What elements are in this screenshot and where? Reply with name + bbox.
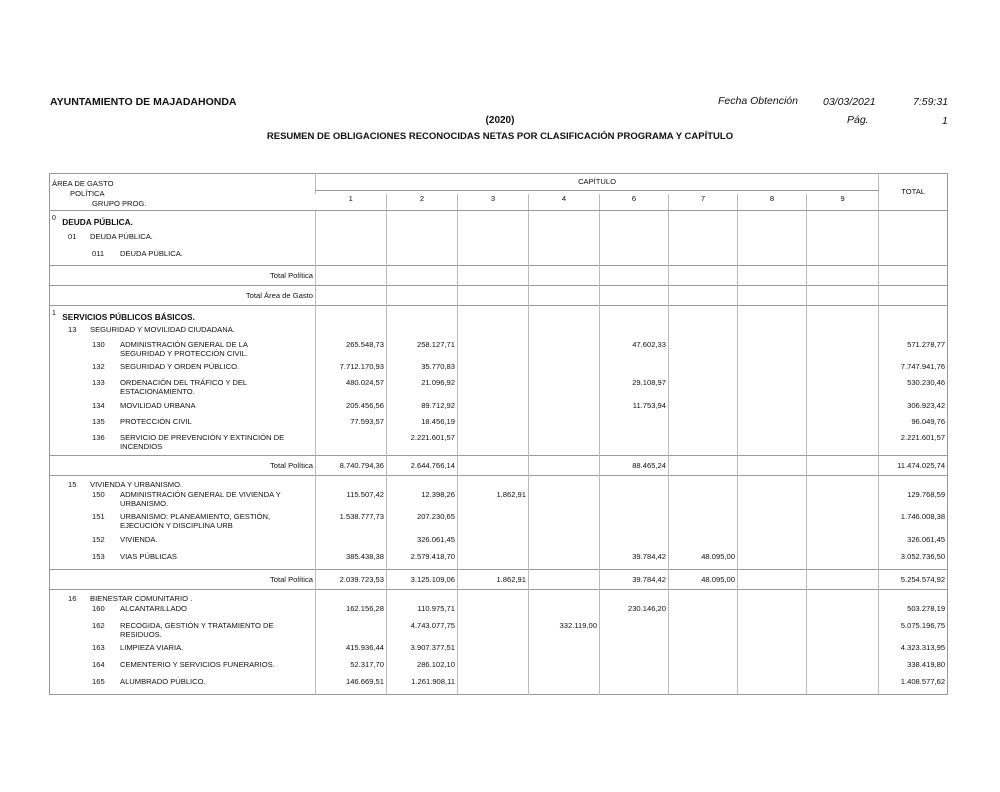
cap-header-9: 9 [807,194,879,210]
cell-total: 3.052.736,50 [879,552,948,569]
total-politica-row [50,265,948,285]
politica-code: 15 [68,479,77,489]
grupo-row [50,643,948,660]
grupo-name: ADMINISTRACIÓN GENERAL DE LA SEGURIDAD Y PROTECCIÓN CIVIL. [120,340,248,358]
cell-total: 338.419,80 [879,660,948,677]
grupo-code: 150 [92,490,105,499]
grupo-row [50,362,948,378]
grupo-row [50,433,948,455]
politica-code: 01 [68,232,77,241]
cell-c1: 480.024,57 [316,378,387,401]
grupo-code: 136 [92,433,105,442]
cell-c2: 12.398,26 [387,490,458,512]
grupo-name: SEGURIDAD Y ORDEN PÚBLICO. [120,362,240,371]
header-capitulo: CAPÍTULO [316,174,879,191]
cell-total: 2.221.601,57 [879,433,948,455]
grupo-row [50,401,948,417]
total-politica-label: Total Política [50,265,316,285]
grupo-name: CEMENTERIO Y SERVICIOS FUNERARIOS. [120,660,275,669]
cell-c1: 115.507,42 [316,490,387,512]
grupo-code: 130 [92,340,105,349]
politica-row [50,325,948,340]
cell-c2: 2.644.766,14 [387,455,458,475]
grupo-code: 164 [92,660,105,669]
grupo-row [50,552,948,569]
cell-c3: 1.862,91 [458,569,529,589]
cell-c4: 332.119,00 [529,621,600,643]
grupo-name: MOVILIDAD URBANA [120,401,196,410]
cell-c1: 52.317,70 [316,660,387,677]
header-total: TOTAL [879,174,948,211]
grupo-code: 135 [92,417,105,426]
total-politica-row [50,455,948,475]
cap-header-3: 3 [458,194,529,210]
grupo-code: 162 [92,621,105,630]
total-politica-row [50,569,948,589]
politica-name: DEUDA PÚBLICA. [90,232,153,241]
cell-total: 571.278,77 [879,340,948,362]
total-politica-label: Total Política [50,569,316,589]
grupo-row [50,249,948,265]
cell-total: 503.278,19 [879,604,948,621]
cell-total: 5.254.574,92 [879,569,948,589]
grupo-row [50,621,948,643]
report-year: (2020) [485,115,515,126]
cell-c6: 11.753,94 [600,401,669,417]
cell-total: 306.923,42 [879,401,948,417]
grupo-name: VIVIENDA. [120,535,158,544]
politica-name: SEGURIDAD Y MOVILIDAD CIUDADANA. [90,325,235,334]
grupo-row [50,340,948,362]
cell-c1: 77.593,57 [316,417,387,433]
grupo-row [50,660,948,677]
cell-c1: 205.456,56 [316,401,387,417]
total-area-label: Total Área de Gasto [50,285,316,305]
grupo-name: ADMINISTRACIÓN GENERAL DE VIVIENDA Y URBANISMO. [120,490,281,508]
cell-c2: 3.125.109,06 [387,569,458,589]
total-politica-label: Total Política [50,455,316,475]
grupo-code: 160 [92,604,105,613]
cell-c1: 1.538.777,73 [316,512,387,535]
politica-code: 13 [68,325,77,334]
cell-c6: 88.465,24 [600,455,669,475]
cell-c2: 4.743.077,75 [387,621,458,643]
cell-c2: 110.975,71 [387,604,458,621]
grupo-row [50,378,948,401]
report-table [49,173,948,695]
grupo-code: 011 [92,249,105,258]
fecha-label: Fecha Obtención [718,95,798,107]
cell-total: 530.230,46 [879,378,948,401]
cell-c2: 2.221.601,57 [387,433,458,455]
area-code: 0 [52,214,56,222]
cap-header-6: 6 [600,194,669,210]
grupo-row [50,535,948,552]
grupo-name: VIAS PÚBLICAS [120,552,177,561]
grupo-name: DEUDA PÚBLICA. [120,249,183,258]
grupo-name: URBANISMO: PLANEAMIENTO, GESTIÓN, EJECUCIÓN Y DISCIPLINA URB [120,512,271,530]
cell-c2: 207.230,65 [387,512,458,535]
grupo-code: 134 [92,401,105,410]
grupo-name: LIMPIEZA VIARIA. [120,643,184,652]
politica-code: 16 [68,593,77,603]
cell-c6: 39.784,42 [600,552,669,569]
grupo-name: RECOGIDA, GESTIÓN Y TRATAMIENTO DE RESIDUOS. [120,621,274,639]
area-row [50,210,948,232]
cell-c6: 47.602,33 [600,340,669,362]
cell-c2: 35.770,83 [387,362,458,378]
cap-header-8: 8 [738,194,807,210]
cell-c1: 162.156,28 [316,604,387,621]
org-title: AYUNTAMIENTO DE MAJADAHONDA [50,96,237,108]
total-area-row [50,285,948,305]
grupo-name: SERVICIO DE PREVENCIÓN Y EXTINCIÓN DE INCENDIOS [120,433,285,451]
cell-c2: 286.102,10 [387,660,458,677]
grupo-row [50,417,948,433]
grupo-code: 133 [92,378,105,387]
cell-c1: 7.712.170,93 [316,362,387,378]
politica-row [50,475,948,490]
grupo-code: 132 [92,362,105,371]
area-name: DEUDA PÚBLICA. [62,216,133,227]
politica-row [50,589,948,604]
cell-total: 1.746.008,38 [879,512,948,535]
cell-c3: 1.862,91 [458,490,529,512]
cell-c2: 2.579.418,70 [387,552,458,569]
pag-label: Pág. [847,114,869,126]
cell-total: 11.474.025,74 [879,455,948,475]
cell-c2: 258.127,71 [387,340,458,362]
cap-header-7: 7 [669,194,738,210]
grupo-name: PROTECCIÓN CIVIL [120,417,192,426]
header-politica: POLÍTICA [70,189,105,198]
cell-c2: 1.261.908,11 [387,677,458,694]
header-area: ÁREA DE GASTO [52,179,114,188]
cell-c2: 89.712,92 [387,401,458,417]
cell-c6: 39.784,42 [600,569,669,589]
politica-row [50,232,948,249]
cell-c1: 146.669,51 [316,677,387,694]
cell-c1: 8.740.794,36 [316,455,387,475]
cell-total: 5.075.196,75 [879,621,948,643]
cell-c6: 230.146,20 [600,604,669,621]
header-row-1 [50,174,948,191]
cell-total: 326.061,45 [879,535,948,552]
cell-total: 4.323.313,95 [879,643,948,660]
cell-c1: 2.039.723,53 [316,569,387,589]
cell-c2: 18.456,19 [387,417,458,433]
area-name: SERVICIOS PÚBLICOS BÁSICOS. [62,311,195,322]
grupo-row [50,490,948,512]
cell-total: 7.747.941,76 [879,362,948,378]
grupo-row [50,512,948,535]
cell-c7: 48.095,00 [669,569,738,589]
grupo-name: ALUMBRADO PÚBLICO. [120,677,206,686]
cell-c2: 21.096,92 [387,378,458,401]
pag-value: 1 [942,115,948,127]
grupo-code: 151 [92,512,105,521]
cell-total: 1.408.577,62 [879,677,948,694]
cell-c2: 326.061,45 [387,535,458,552]
cell-c1: 265.548,73 [316,340,387,362]
report-subtitle: RESUMEN DE OBLIGACIONES RECONOCIDAS NETAS POR CLASIFICACIÓN PROGRAMA Y CAPÍTULO [266,131,734,142]
cell-c7: 48.095,00 [669,552,738,569]
grupo-code: 165 [92,677,105,686]
hora-value: 7:59:31 [913,96,949,108]
politica-name: VIVIENDA Y URBANISMO. [90,479,183,489]
grupo-row [50,604,948,621]
grupo-row [50,677,948,694]
cell-c2: 3.907.377,51 [387,643,458,660]
grupo-name: ORDENACIÓN DEL TRÁFICO Y DEL ESTACIONAMIENTO. [120,378,247,396]
grupo-name: ALCANTARILLADO [120,604,187,613]
cell-total: 96.049,76 [879,417,948,433]
grupo-code: 152 [92,535,105,544]
cap-header-2: 2 [387,194,458,210]
cell-c6: 29.108,97 [600,378,669,401]
cell-total: 129.768,59 [879,490,948,512]
header-grupo: GRUPO PROG. [92,199,147,208]
cap-header-4: 4 [529,194,600,210]
cell-c1: 385.438,38 [316,552,387,569]
grupo-code: 163 [92,643,105,652]
area-code: 1 [52,309,56,317]
area-row [50,305,948,325]
politica-name: BIENESTAR COMUNITARIO . [90,593,193,603]
fecha-value: 03/03/2021 [823,96,876,108]
cell-c1: 415.936,44 [316,643,387,660]
cap-header-1: 1 [316,194,387,210]
grupo-code: 153 [92,552,105,561]
